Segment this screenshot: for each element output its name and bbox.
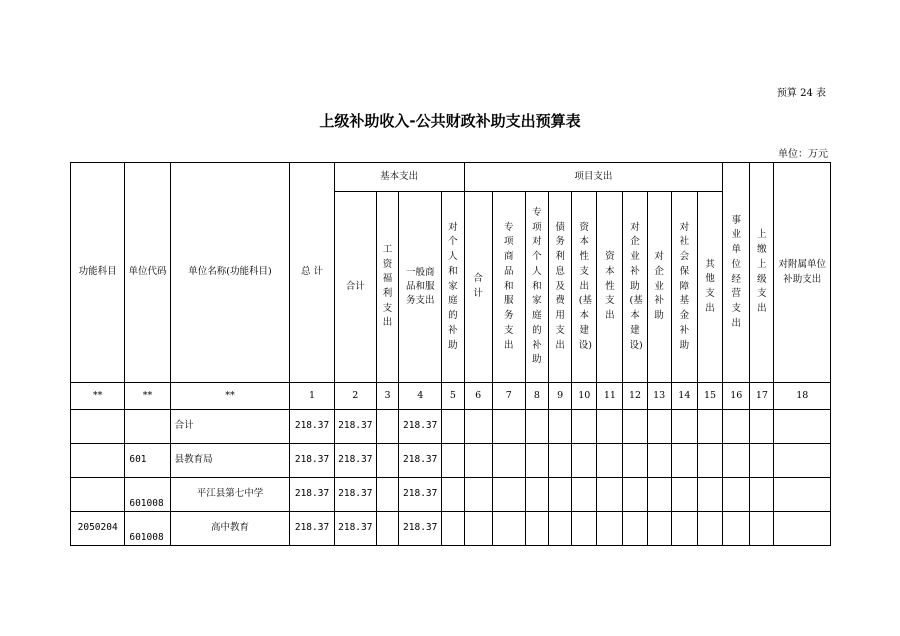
header-special-goods: 专项商品和服务支出 [504,221,514,351]
table-row [71,410,831,444]
index-cell: 3 [376,383,398,410]
code-cell: 601008 [125,478,170,512]
header-biz-unit: 事业单位经营支出 [731,214,741,329]
name-cell: 平江县第七中学 [170,478,290,512]
index-cell: 11 [597,383,623,410]
unit-label: 单位：万元 [778,149,828,160]
index-cell: 6 [464,383,492,410]
index-cell: 4 [399,383,442,410]
index-cell: 1 [290,383,334,410]
index-cell: 15 [697,383,722,410]
index-cell: 17 [750,383,774,410]
name-cell: 合计 [170,410,290,444]
header-subsidiary: 对附属单位补助支出 [774,163,831,383]
total-cell: 218.37 [290,478,334,512]
goods-cell: 218.37 [399,410,442,444]
basic-total-cell: 218.37 [334,444,376,478]
table-row [71,512,831,546]
header-other: 其他支出 [705,258,715,314]
goods-cell: 218.37 [399,478,442,512]
header-enterprise: 对企业补助 [654,251,664,322]
header-basic-total: 合计 [334,192,376,383]
func-cell [71,410,125,444]
header-special-personal: 专项对个人和家庭的补助 [532,207,542,366]
index-cell: 14 [671,383,697,410]
header-basic: 基本支出 [334,163,464,192]
index-cell: 7 [492,383,525,410]
header-capital-infra: 资本性支出(基本建设) [578,221,592,351]
index-cell: 13 [647,383,671,410]
goods-cell: 218.37 [399,512,442,546]
header-unit-code: 单位代码 [125,163,170,383]
index-cell: ** [170,383,290,410]
code-cell: 601 [125,444,170,478]
index-cell: 16 [723,383,750,410]
name-cell: 高中教育 [170,512,290,546]
basic-total-cell: 218.37 [334,512,376,546]
func-cell [71,444,125,478]
index-cell: 12 [623,383,647,410]
index-cell: 10 [572,383,597,410]
header-remit: 上缴上级支出 [757,229,767,314]
total-cell: 218.37 [290,444,334,478]
goods-cell: 218.37 [399,444,442,478]
code-cell: 601008 [125,512,170,546]
name-cell: 县教育局 [170,444,290,478]
budget-table [70,162,831,546]
header-personal: 对个人和家庭的补助 [448,221,458,351]
index-cell: 5 [442,383,464,410]
header-salary: 工资福利支出 [382,243,393,329]
index-row [71,383,831,410]
page-title: 上级补助收入-公共财政补助支出预算表 [319,112,581,130]
index-cell: ** [125,383,170,410]
table-row [71,444,831,478]
header-debt: 债务利息及费用支出 [555,221,565,351]
header-capital: 资本性支出 [605,251,615,322]
index-cell: 2 [334,383,376,410]
table-row [71,478,831,512]
header-unit-name: 单位名称(功能科目) [170,163,290,383]
header-project-total: 合计 [473,273,483,299]
header-func-subject: 功能科目 [71,163,125,383]
total-cell: 218.37 [290,410,334,444]
func-cell [71,478,125,512]
index-cell: 8 [525,383,548,410]
index-cell: 9 [549,383,572,410]
code-cell [125,410,170,444]
form-number: 预算 24 表 [776,88,826,99]
func-cell: 2050204 [71,512,125,546]
basic-total-cell: 218.37 [334,478,376,512]
header-total: 总 计 [290,163,334,383]
header-goods: 一般商品和服务支出 [399,192,442,383]
header-enterprise-infra: 对企业补助(基本建设) [629,221,643,351]
header-project: 项目支出 [464,163,723,192]
index-cell: 18 [774,383,831,410]
basic-total-cell: 218.37 [334,410,376,444]
index-cell: ** [71,383,125,410]
header-social-fund: 对社会保障基金补助 [679,221,690,351]
total-cell: 218.37 [290,512,334,546]
